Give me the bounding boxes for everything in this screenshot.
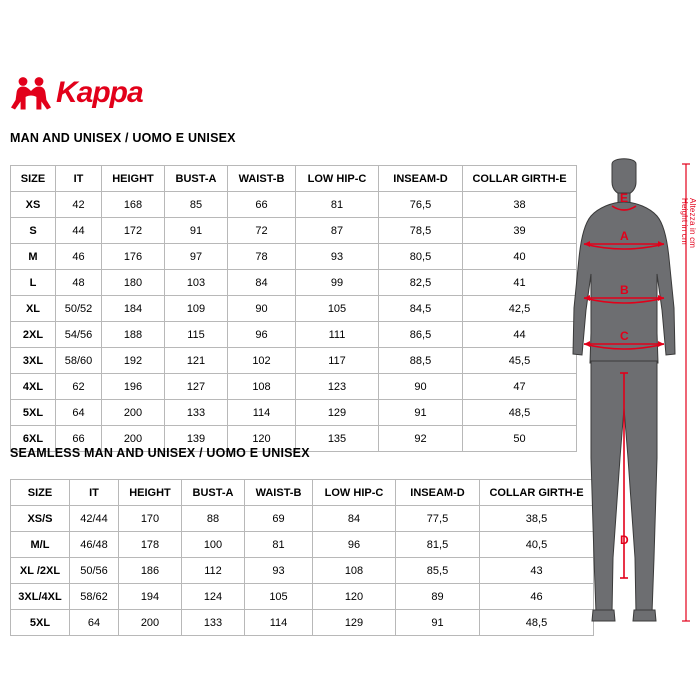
- table-row: [11, 348, 577, 374]
- cell-bust: 133: [182, 610, 245, 636]
- cell-collar-girth: 38,5: [480, 506, 594, 532]
- cell-inseam: 85,5: [396, 558, 480, 584]
- cell-height: 200: [102, 426, 165, 452]
- cell-height: 196: [102, 374, 165, 400]
- col-height: HEIGHT: [102, 166, 165, 192]
- cell-inseam: 86,5: [379, 322, 463, 348]
- cell-inseam: 81,5: [396, 532, 480, 558]
- cell-height: 192: [102, 348, 165, 374]
- table-row: [11, 532, 594, 558]
- cell-collar-girth: 46: [480, 584, 594, 610]
- cell-waist: 114: [228, 400, 296, 426]
- cell-height: 178: [119, 532, 182, 558]
- cell-it: 64: [70, 610, 119, 636]
- cell-inseam: 90: [379, 374, 463, 400]
- marker-D: D: [620, 533, 629, 547]
- cell-collar-girth: 48,5: [463, 400, 577, 426]
- col-low-hip: LOW HIP-C: [296, 166, 379, 192]
- col-low-hip: LOW HIP-C: [313, 480, 396, 506]
- brand-logo: [10, 76, 143, 110]
- col-collar-girth: COLLAR GIRTH-E: [463, 166, 577, 192]
- col-waist: WAIST-B: [228, 166, 296, 192]
- table-row: [11, 244, 577, 270]
- cell-size: M: [11, 244, 56, 270]
- table-row: [11, 192, 577, 218]
- table-row: [11, 400, 577, 426]
- cell-inseam: 89: [396, 584, 480, 610]
- cell-height: 176: [102, 244, 165, 270]
- cell-waist: 78: [228, 244, 296, 270]
- cell-size: M/L: [11, 532, 70, 558]
- cell-size: 3XL/4XL: [11, 584, 70, 610]
- table-row: [11, 558, 594, 584]
- size-table-seamless: [10, 479, 594, 636]
- cell-size: L: [11, 270, 56, 296]
- cell-bust: 133: [165, 400, 228, 426]
- cell-it: 58/60: [56, 348, 102, 374]
- cell-waist: 105: [245, 584, 313, 610]
- cell-low-hip: 93: [296, 244, 379, 270]
- cell-bust: 85: [165, 192, 228, 218]
- cell-bust: 91: [165, 218, 228, 244]
- marker-B: B: [620, 283, 629, 297]
- table-header-row: [11, 480, 594, 506]
- cell-height: 180: [102, 270, 165, 296]
- cell-waist: 96: [228, 322, 296, 348]
- cell-it: 58/62: [70, 584, 119, 610]
- cell-inseam: 77,5: [396, 506, 480, 532]
- size-table-man: [10, 165, 577, 452]
- cell-size: XS: [11, 192, 56, 218]
- cell-waist: 66: [228, 192, 296, 218]
- measurement-figure: [560, 158, 692, 628]
- cell-low-hip: 111: [296, 322, 379, 348]
- table-row: [11, 610, 594, 636]
- cell-waist: 120: [228, 426, 296, 452]
- cell-size: XL /2XL: [11, 558, 70, 584]
- col-inseam: INSEAM-D: [396, 480, 480, 506]
- cell-inseam: 88,5: [379, 348, 463, 374]
- cell-waist: 81: [245, 532, 313, 558]
- cell-inseam: 76,5: [379, 192, 463, 218]
- cell-height: 168: [102, 192, 165, 218]
- cell-size: XS/S: [11, 506, 70, 532]
- cell-waist: 108: [228, 374, 296, 400]
- table-row: [11, 584, 594, 610]
- cell-it: 46/48: [70, 532, 119, 558]
- cell-collar-girth: 40,5: [480, 532, 594, 558]
- cell-collar-girth: 45,5: [463, 348, 577, 374]
- cell-size: 3XL: [11, 348, 56, 374]
- cell-inseam: 91: [379, 400, 463, 426]
- table-row: [11, 270, 577, 296]
- cell-it: 42/44: [70, 506, 119, 532]
- cell-bust: 88: [182, 506, 245, 532]
- cell-low-hip: 96: [313, 532, 396, 558]
- cell-collar-girth: 50: [463, 426, 577, 452]
- cell-size: 2XL: [11, 322, 56, 348]
- cell-it: 44: [56, 218, 102, 244]
- cell-bust: 121: [165, 348, 228, 374]
- col-height: HEIGHT: [119, 480, 182, 506]
- cell-it: 46: [56, 244, 102, 270]
- cell-low-hip: 87: [296, 218, 379, 244]
- cell-low-hip: 105: [296, 296, 379, 322]
- cell-height: 200: [119, 610, 182, 636]
- cell-inseam: 78,5: [379, 218, 463, 244]
- marker-A: A: [620, 229, 629, 243]
- table-row: [11, 218, 577, 244]
- cell-bust: 112: [182, 558, 245, 584]
- table-row: [11, 322, 577, 348]
- height-label-it: Altezza in cm: [688, 198, 697, 249]
- col-inseam: INSEAM-D: [379, 166, 463, 192]
- cell-it: 62: [56, 374, 102, 400]
- cell-low-hip: 84: [313, 506, 396, 532]
- cell-size: 6XL: [11, 426, 56, 452]
- cell-collar-girth: 41: [463, 270, 577, 296]
- cell-low-hip: 135: [296, 426, 379, 452]
- cell-waist: 114: [245, 610, 313, 636]
- cell-height: 172: [102, 218, 165, 244]
- cell-low-hip: 117: [296, 348, 379, 374]
- cell-collar-girth: 44: [463, 322, 577, 348]
- cell-height: 188: [102, 322, 165, 348]
- cell-inseam: 84,5: [379, 296, 463, 322]
- cell-low-hip: 123: [296, 374, 379, 400]
- cell-low-hip: 108: [313, 558, 396, 584]
- cell-low-hip: 129: [296, 400, 379, 426]
- cell-low-hip: 120: [313, 584, 396, 610]
- cell-height: 184: [102, 296, 165, 322]
- marker-C: C: [620, 329, 629, 343]
- cell-bust: 97: [165, 244, 228, 270]
- cell-collar-girth: 47: [463, 374, 577, 400]
- section-title-seamless: SEAMLESS MAN AND UNISEX / UOMO E UNISEX: [10, 446, 310, 460]
- cell-size: 5XL: [11, 400, 56, 426]
- cell-height: 170: [119, 506, 182, 532]
- col-it: IT: [70, 480, 119, 506]
- cell-waist: 90: [228, 296, 296, 322]
- cell-bust: 115: [165, 322, 228, 348]
- col-size: SIZE: [11, 480, 70, 506]
- cell-collar-girth: 40: [463, 244, 577, 270]
- cell-low-hip: 99: [296, 270, 379, 296]
- cell-height: 194: [119, 584, 182, 610]
- cell-collar-girth: 39: [463, 218, 577, 244]
- marker-E: E: [620, 191, 629, 205]
- kappa-omini-icon: [10, 76, 52, 110]
- cell-it: 50/52: [56, 296, 102, 322]
- cell-inseam: 82,5: [379, 270, 463, 296]
- cell-it: 66: [56, 426, 102, 452]
- cell-inseam: 91: [396, 610, 480, 636]
- cell-size: XL: [11, 296, 56, 322]
- cell-inseam: 80,5: [379, 244, 463, 270]
- cell-waist: 84: [228, 270, 296, 296]
- cell-size: 5XL: [11, 610, 70, 636]
- col-bust: BUST-A: [165, 166, 228, 192]
- table-row: [11, 374, 577, 400]
- table-header-row: [11, 166, 577, 192]
- cell-height: 200: [102, 400, 165, 426]
- cell-waist: 93: [245, 558, 313, 584]
- col-it: IT: [56, 166, 102, 192]
- section-title-man: MAN AND UNISEX / UOMO E UNISEX: [10, 131, 236, 145]
- cell-waist: 72: [228, 218, 296, 244]
- cell-collar-girth: 38: [463, 192, 577, 218]
- cell-low-hip: 129: [313, 610, 396, 636]
- height-label-en: Height in cm: [680, 198, 689, 245]
- table-row: [11, 296, 577, 322]
- cell-size: 4XL: [11, 374, 56, 400]
- brand-name: Kappa: [56, 76, 143, 109]
- cell-it: 48: [56, 270, 102, 296]
- cell-it: 42: [56, 192, 102, 218]
- cell-collar-girth: 42,5: [463, 296, 577, 322]
- cell-collar-girth: 48,5: [480, 610, 594, 636]
- cell-bust: 124: [182, 584, 245, 610]
- col-bust: BUST-A: [182, 480, 245, 506]
- cell-it: 50/56: [70, 558, 119, 584]
- cell-it: 64: [56, 400, 102, 426]
- cell-bust: 100: [182, 532, 245, 558]
- cell-waist: 102: [228, 348, 296, 374]
- cell-bust: 127: [165, 374, 228, 400]
- cell-bust: 139: [165, 426, 228, 452]
- col-collar-girth: COLLAR GIRTH-E: [480, 480, 594, 506]
- cell-waist: 69: [245, 506, 313, 532]
- table-row: [11, 506, 594, 532]
- col-size: SIZE: [11, 166, 56, 192]
- cell-low-hip: 81: [296, 192, 379, 218]
- cell-bust: 103: [165, 270, 228, 296]
- cell-size: S: [11, 218, 56, 244]
- cell-it: 54/56: [56, 322, 102, 348]
- cell-inseam: 92: [379, 426, 463, 452]
- cell-bust: 109: [165, 296, 228, 322]
- cell-height: 186: [119, 558, 182, 584]
- col-waist: WAIST-B: [245, 480, 313, 506]
- cell-collar-girth: 43: [480, 558, 594, 584]
